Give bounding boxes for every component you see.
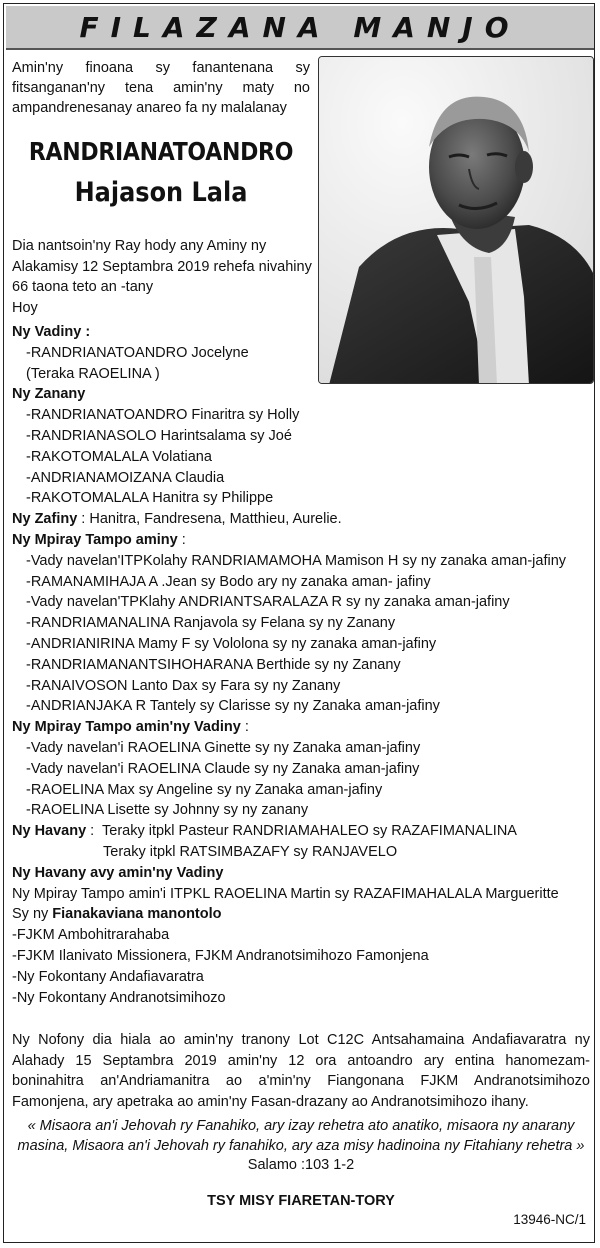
list-item: -RAKOTOMALALA Hanitra sy Philippe — [26, 490, 274, 507]
havany-text: : Teraky itpkl Pasteur RANDRIAMAHALEO sy RAZAFIMANALINA — [86, 823, 517, 840]
banner-title: FILAZANA MANJO — [79, 10, 521, 44]
list-item: -ANDRIANJAKA R Tantely sy Clarisse sy ny Zanaka aman-jafiny — [26, 698, 440, 715]
havany-vadiny-text: Ny Mpiray Tampo amin'i ITPKL RAOELINA Martin sy RAZAFIMAHALALA Margueritte — [12, 885, 559, 902]
bible-verse: « Misaora an'i Jehovah ry Fanahiko, ary izay rehetra ato anatiko, misaora ny anarany masina, Misaora an'i Jehovah ry fanahiko, ary aza misy hadinoina ny Fitahiany rehetra » — [17, 1118, 585, 1154]
intro-text: Amin'ny finoana sy fanantenana sy fitsanganan'ny tena amin'ny maty no ampandrenesanay anareo fa ny malalanay — [12, 60, 310, 116]
list-item: -RANDRIANATOANDRO Finaritra sy Holly — [26, 407, 300, 424]
list-item: -RANDRIAMANALINA Ranjavola sy Felana sy ny Zanany — [26, 615, 396, 632]
list-item: (Teraka RAOELINA ) — [26, 365, 160, 382]
list-item: -RAMANAMIHAJA A .Jean sy Bodo ary ny zanaka aman- jafiny — [26, 573, 431, 590]
list-item: -Vady navelan'TPKlahy ANDRIANTSARALAZA R sy ny zanaka aman-jafiny — [26, 594, 510, 611]
list-item: -Vady navelan'ITPKolahy RANDRIAMAMOHA Mamison H sy ny zanaka aman-jafiny — [26, 552, 567, 569]
fianakaviana-heading: Fianakaviana manontolo — [52, 906, 222, 923]
zafiny-row — [12, 509, 592, 530]
death-notice-line: 66 taona teto an -tany — [12, 279, 154, 295]
list-item: -Ny Fokontany Andranotsimihozo — [12, 989, 226, 1006]
zanany-heading: Ny Zanany — [12, 386, 86, 403]
death-notice-line: Alakamisy 12 Septambra 2019 rehefa nivahiny — [12, 258, 312, 275]
list-item: -Ny Fokontany Andafiavaratra — [12, 968, 204, 985]
havany-heading: Ny Havany — [12, 823, 87, 840]
list-item: -RAOELINA Lisette sy Johnny sy ny zanany — [26, 802, 309, 819]
mpiray-vadiny-heading: Ny Mpiray Tampo amin'ny Vadiny — [12, 719, 241, 736]
notice-reference: 13946-NC/1 — [513, 1212, 586, 1227]
list-item: -RANDRIANATOANDRO Jocelyne — [26, 344, 249, 361]
family-list — [12, 322, 592, 1008]
death-notice — [12, 236, 312, 318]
list-item: -FJKM Ambohitrarahaba — [12, 927, 170, 944]
deceased-given-names: Hajason Lala — [74, 176, 248, 208]
list-item: -Vady navelan'i RAOELINA Claude sy ny Zanaka aman-jafiny — [26, 760, 420, 777]
colon: : — [177, 531, 186, 548]
havany-row — [12, 821, 592, 842]
havany-text-line: Teraky itpkl RATSIMBAZAFY sy RANJAVELO — [103, 843, 398, 860]
death-notice-line: Dia nantsoin'ny Ray hody any Aminy ny — [12, 238, 267, 254]
funeral-details: Ny Nofony dia hiala ao amin'ny tranony Lot C12C Antsahamaina Andafiavaratra ny Alahady 15 Septambra 2019 amin'ny 12 ora antoandro ary entina hanomezam-boninahitra an'Andriamanitra ao a'min'ny Fiangonana FJKM Andranotsimihozo Famonjena, ary apetraka ao amin'ny Fasan-drazany ao Andranotsimihozo ihany. — [12, 1032, 590, 1110]
mpiray-vadiny-heading-row — [12, 717, 592, 738]
fianakaviana-prefix: Sy ny — [12, 906, 53, 923]
list-item: -RAOELINA Max sy Angeline sy ny Zanaka aman-jafiny — [26, 781, 383, 798]
list-item: -RANAIVOSON Lanto Dax sy Fara sy ny Zanany — [26, 677, 341, 694]
closing-note: TSY MISY FIARETAN-TORY — [207, 1193, 395, 1209]
fianakaviana-row — [12, 904, 592, 925]
list-item: -Vady navelan'i RAOELINA Ginette sy ny Zanaka aman-jafiny — [26, 739, 421, 756]
list-item: -FJKM Ilanivato Missionera, FJKM Andranotsimihozo Famonjena — [12, 947, 429, 964]
vadiny-heading: Ny Vadiny : — [12, 324, 91, 340]
deceased-surname: RANDRIANATOANDRO — [28, 138, 294, 167]
mpiray-heading: Ny Mpiray Tampo aminy — [12, 531, 178, 548]
havany-vadiny-heading: Ny Havany avy amin'ny Vadiny — [12, 864, 224, 881]
verse-reference: Salamo :103 1-2 — [247, 1157, 355, 1173]
mpiray-heading-row — [12, 530, 592, 551]
colon: : — [240, 719, 249, 736]
zafiny-text: : Hanitra, Fandresena, Matthieu, Aurelie. — [77, 511, 342, 528]
list-item: -ANDRIANAMOIZANA Claudia — [26, 469, 225, 486]
list-item: -ANDRIANIRINA Mamy F sy Vololona sy ny zanaka aman-jafiny — [26, 635, 437, 652]
list-item: -RANDRIAMANANTSIHOHARANA Berthide sy ny Zanany — [26, 656, 401, 673]
list-item: -RANDRIANASOLO Harintsalama sy Joé — [26, 427, 292, 444]
header-banner — [6, 6, 594, 50]
zafiny-heading: Ny Zafiny — [12, 511, 78, 528]
list-item: -RAKOTOMALALA Volatiana — [26, 448, 212, 465]
death-notice-line: Hoy — [12, 299, 38, 316]
